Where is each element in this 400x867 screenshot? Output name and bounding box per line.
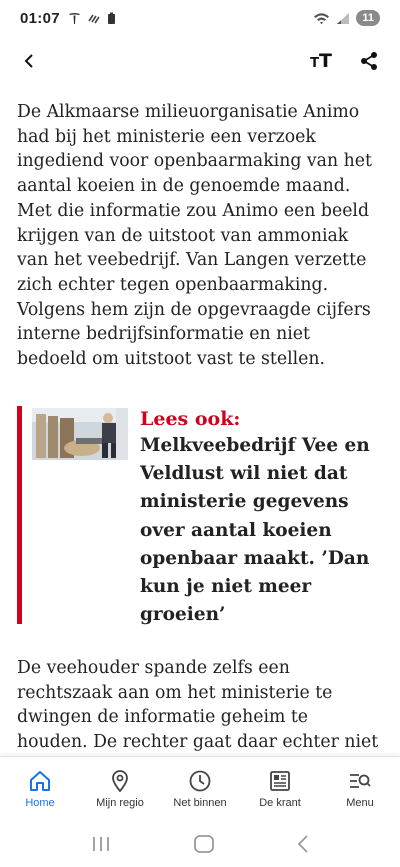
tesla-icon — [68, 12, 81, 25]
back-system-icon[interactable] — [296, 834, 310, 854]
share-icon — [359, 51, 379, 71]
clock-icon — [188, 769, 212, 793]
article-body — [17, 100, 383, 372]
signal-icon — [336, 12, 350, 25]
nav-net-binnen-label: Net binnen — [173, 797, 227, 809]
home-icon — [28, 769, 52, 793]
read-also-label: Lees ook: — [140, 408, 241, 430]
article-paragraph: De veehouder spande zelfs een rechtszaak aan om het ministerie te dwingen de informatie geheim te houden. De rechter gaat daar echter niet — [17, 658, 379, 753]
status-bar — [0, 0, 400, 36]
nav-menu-label: Menu — [346, 797, 374, 809]
nav-menu[interactable] — [320, 757, 400, 820]
nav-home-label: Home — [25, 797, 55, 809]
location-pin-icon — [108, 769, 132, 793]
system-nav-bar — [0, 820, 400, 867]
article-paragraph: De Alkmaarse milieuorganisatie Animo had bij het ministerie een verzoek ingediend voor openbaarmaking van het aantal koeien in de genoemde maand. Met die informatie zou Animo een beeld krijgen van de uitstoot van ammoniak van het veebedrijf. Van Langen verzette zich echter tegen openbaarmaking. Volgens hem zijn de opgevraagde cijfers interne bedrijfsinformatie en niet bedoeld om uitstoot vast te stellen. — [17, 102, 372, 370]
menu-search-icon — [348, 769, 372, 793]
home-system-icon[interactable] — [193, 834, 215, 854]
share-button[interactable] — [352, 44, 386, 78]
nav-de-krant[interactable] — [240, 757, 320, 820]
read-also-headline[interactable]: Melkveebedrijf Vee en Veldlust wil niet dat ministerie gegevens over aantal koeien openbaar maakt. ’Dan kun je niet meer groeien’ — [140, 435, 370, 626]
wifi-icon — [313, 12, 330, 25]
newspaper-icon — [268, 769, 292, 793]
status-time: 01:07 — [20, 9, 60, 27]
text-size-icon: TT — [310, 49, 332, 72]
bottom-nav — [0, 756, 400, 820]
back-button[interactable] — [14, 46, 44, 76]
read-also-thumbnail[interactable] — [32, 408, 128, 460]
battery-saver-icon — [107, 12, 116, 25]
text-size-button[interactable] — [304, 44, 338, 78]
battery-indicator: 11 — [356, 10, 380, 26]
chevron-left-icon — [23, 53, 35, 69]
nav-net-binnen[interactable] — [160, 757, 240, 820]
nav-de-krant-label: De krant — [259, 797, 301, 809]
sync-off-icon — [87, 12, 101, 25]
app-bar — [0, 36, 400, 86]
recent-apps-icon[interactable] — [90, 835, 112, 853]
nav-mijn-regio-label: Mijn regio — [96, 797, 144, 809]
nav-mijn-regio[interactable] — [80, 757, 160, 820]
read-also-block[interactable] — [17, 406, 383, 624]
nav-home[interactable] — [0, 757, 80, 820]
